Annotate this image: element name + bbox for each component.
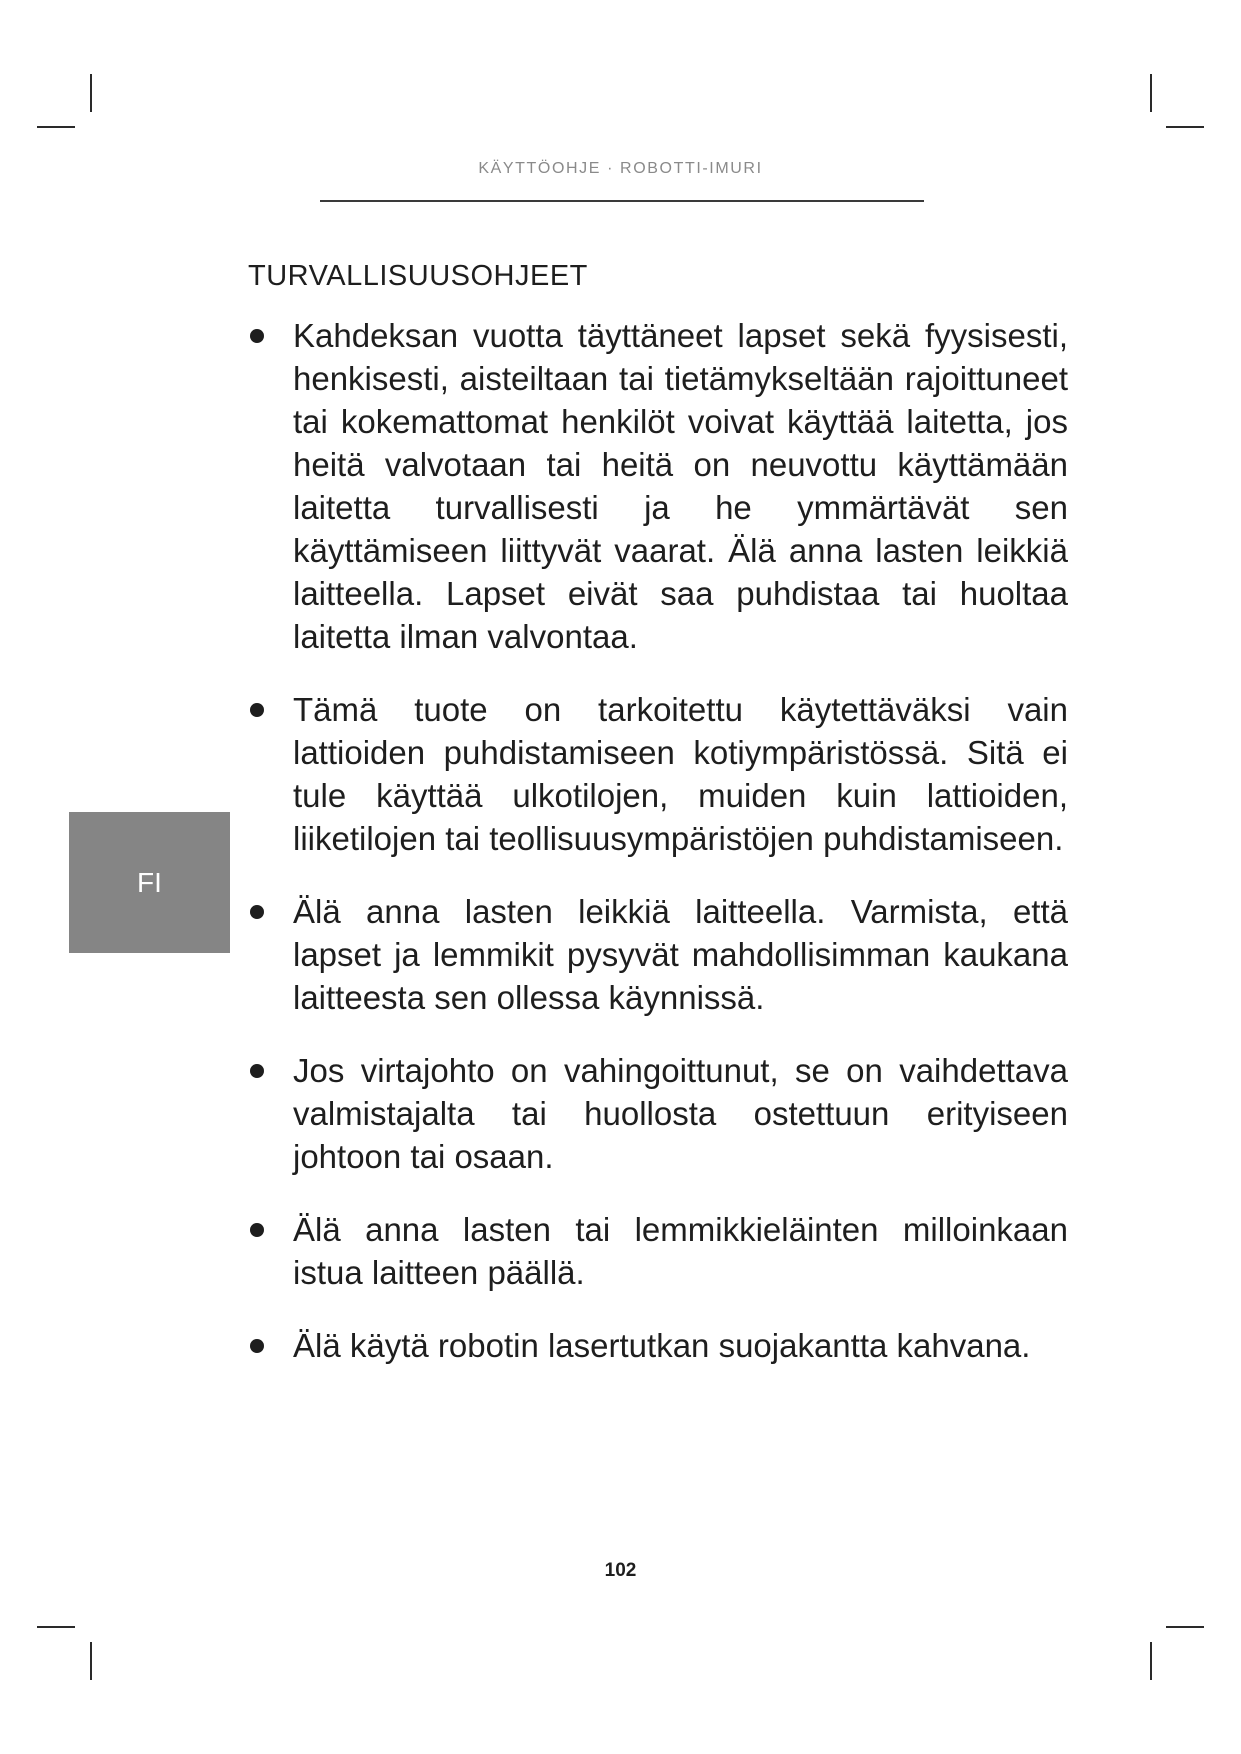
list-item-text: Älä anna lasten leikkiä laitteella. Varmista, että lapset ja lemmikit pysyvät mahdollisimman kaukana laitteesta sen ollessa käynnissä. [293,893,1068,1016]
crop-mark [37,126,75,128]
list-item-text: Jos virtajohto on vahingoittunut, se on vaihdettava valmistajalta tai huollosta ostettuun erityiseen johtoon tai osaan. [293,1052,1068,1175]
crop-mark [1166,1626,1204,1628]
crop-mark [1150,74,1152,112]
bullet-icon [250,1339,264,1353]
list-item [248,1324,1068,1367]
list-item-text: Älä anna lasten tai lemmikkieläinten milloinkaan istua laitteen päällä. [293,1211,1068,1291]
list-item-text: Tämä tuote on tarkoitettu käytettäväksi vain lattioiden puhdistamiseen kotiympäristössä. Sitä ei tule käyttää ulkotilojen, muiden kuin lattioiden, liiketilojen tai teollisuusympäristöjen puhdistamiseen. [293,691,1068,857]
language-tab [69,812,230,953]
crop-mark [1166,126,1204,128]
page-number: 102 [604,1560,637,1581]
section-title: TURVALLISUUSOHJEET [248,260,588,292]
crop-mark [90,74,92,112]
bullet-icon [250,1223,264,1237]
list-item [248,1049,1068,1178]
list-item [248,688,1068,860]
list-item-text: Älä käytä robotin lasertutkan suojakantta kahvana. [293,1327,1031,1364]
list-item [248,890,1068,1019]
bullet-icon [250,329,264,343]
list-item-text: Kahdeksan vuotta täyttäneet lapset sekä fyysisesti, henkisesti, aisteiltaan tai tietämykseltään rajoittuneet tai kokemattomat henkilöt voivat käyttää laitetta, jos heitä valvotaan tai heitä on neuvottu käyttämään laitetta turvallisesti ja he ymmärtävät sen käyttämiseen liittyvät vaarat. Älä anna lasten leikkiä laitteella. Lapset eivät saa puhdistaa tai huoltaa laitetta ilman valvontaa. [293,317,1068,655]
list-item [248,1208,1068,1294]
language-tab-label: FI [137,866,162,898]
bullet-icon [250,1064,264,1078]
header-divider [320,200,924,202]
running-header: KÄYTTÖOHJE · ROBOTTI-IMURI [478,160,763,177]
crop-mark [90,1642,92,1680]
crop-mark [37,1626,75,1628]
crop-mark [1150,1642,1152,1680]
list-item [248,314,1068,658]
bullet-icon [250,905,264,919]
bullet-icon [250,703,264,717]
safety-instructions-list [248,314,1068,1397]
